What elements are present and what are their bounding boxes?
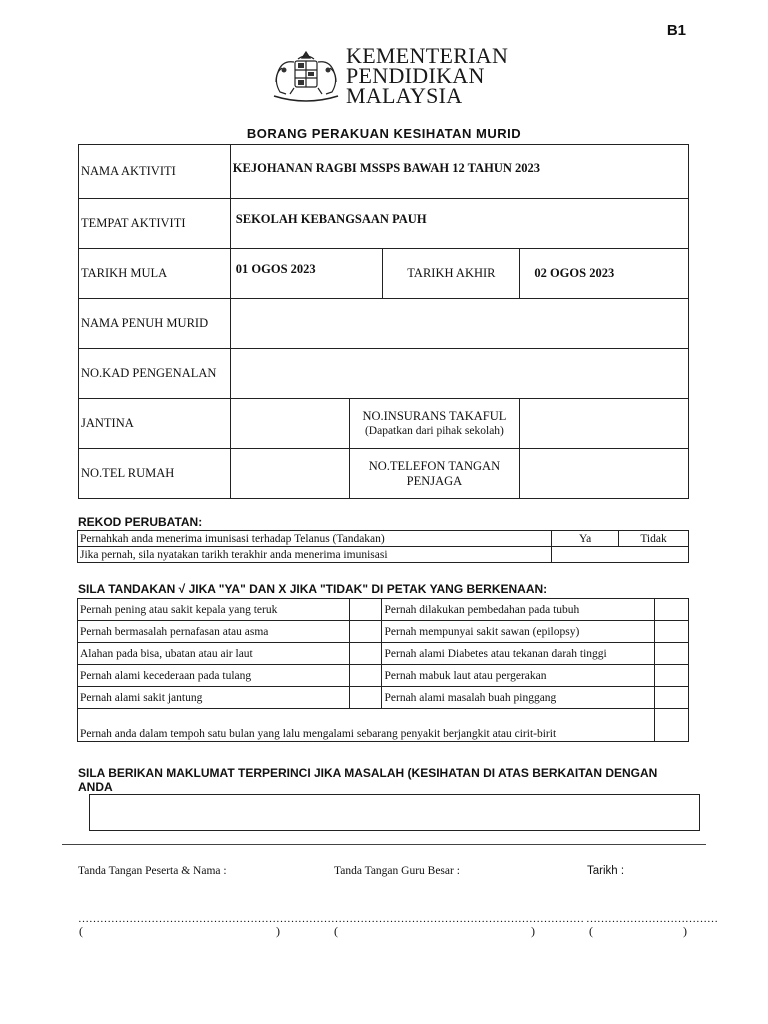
headmaster-name-open-paren: ( [334, 924, 338, 938]
venue-label: TEMPAT AKTIVITI [79, 199, 231, 249]
immunisation-yes[interactable]: Ya [552, 531, 619, 547]
venue-value[interactable]: SEKOLAH KEBANGSAAN PAUH [230, 199, 688, 249]
immunisation-date-field[interactable] [552, 547, 689, 563]
checklist-item: Pernah bermasalah pernafasan atau asma [78, 621, 350, 643]
checklist-box[interactable] [349, 599, 382, 621]
checklist-item: Alahan pada bisa, ubatan atau air laut [78, 643, 350, 665]
checklist-row [78, 599, 689, 621]
date-label: Tarikh : [587, 865, 625, 877]
checklist-item: Pernah pening atau sakit kepala yang teruk [78, 599, 350, 621]
activity-name-label: NAMA AKTIVITI [79, 145, 231, 199]
student-name-label: NAMA PENUH MURID [79, 299, 231, 349]
activity-name-value[interactable]: KEJOHANAN RAGBI MSSPS BAWAH 12 TAHUN 2023 [230, 145, 688, 199]
home-phone-label: NO.TEL RUMAH [79, 449, 231, 499]
date-close-paren: ) [683, 924, 687, 938]
checklist-item: Pernah alami sakit jantung [78, 687, 350, 709]
start-date-label: TARIKH MULA [79, 249, 231, 299]
participant-name-open-paren: ( [79, 924, 83, 938]
checklist-item: Pernah mabuk laut atau pergerakan [382, 665, 655, 687]
immunisation-table [77, 530, 689, 563]
checklist-box[interactable] [655, 621, 689, 643]
checklist-item: Pernah anda dalam tempoh satu bulan yang lalu mengalami sebarang penyakit berjangkit atau cirit-birit [78, 709, 655, 742]
end-date-label: TARIKH AKHIR [383, 249, 520, 299]
checklist-box[interactable] [349, 621, 382, 643]
participant-signature-line[interactable]: …………………………………………………………… [78, 913, 331, 925]
checklist-row [78, 643, 689, 665]
checklist-item: Pernah alami Diabetes atau tekanan darah tinggi [382, 643, 655, 665]
insurance-note: (Dapatkan dari pihak sekolah) [364, 424, 504, 437]
checklist-row [78, 621, 689, 643]
checklist-box[interactable] [655, 665, 689, 687]
insurance-field[interactable] [520, 399, 689, 449]
checklist-item: Pernah alami masalah buah pinggang [382, 687, 655, 709]
checklist-heading: SILA TANDAKAN √ JIKA "YA" DAN X JIKA "TIDAK" DI PETAK YANG BERKENAAN: [78, 582, 548, 596]
student-name-field[interactable] [230, 299, 688, 349]
participant-name-close-paren: ) [276, 924, 280, 938]
immunisation-date-question: Jika pernah, sila nyatakan tarikh terakhir anda menerima imunisasi [78, 547, 552, 563]
start-date-value[interactable]: 01 OGOS 2023 [230, 249, 383, 299]
participant-signature-label: Tanda Tangan Peserta & Nama : [78, 865, 227, 877]
headmaster-signature-label: Tanda Tangan Guru Besar : [334, 865, 460, 877]
ministry-line-2: PENDIDIKAN [346, 63, 485, 88]
divider [62, 844, 706, 845]
checklist-box[interactable] [349, 687, 382, 709]
medical-record-heading: REKOD PERUBATAN: [78, 515, 203, 529]
insurance-label-cell [349, 399, 520, 449]
details-heading-line-1: SILA BERIKAN MAKLUMAT TERPERINCI JIKA MASALAH (KESIHATAN DI ATAS BERKAITAN DENGAN [78, 766, 658, 780]
checklist-box[interactable] [655, 709, 689, 742]
insurance-label: NO.INSURANS TAKAFUL [362, 408, 507, 423]
checklist-box[interactable] [349, 643, 382, 665]
guardian-phone-field[interactable] [520, 449, 689, 499]
ic-number-label: NO.KAD PENGENALAN [79, 349, 231, 399]
guardian-phone-label: NO.TELEFON TANGAN PENJAGA [349, 449, 520, 499]
checklist-box[interactable] [655, 643, 689, 665]
ministry-line-1: KEMENTERIAN [346, 43, 509, 68]
checklist-row [78, 709, 689, 742]
checklist-row [78, 665, 689, 687]
headmaster-name-close-paren: ) [531, 924, 535, 938]
immunisation-question: Pernahkah anda menerima imunisasi terhadap Telanus (Tandakan) [78, 531, 552, 547]
details-heading-line-2: ANDA [78, 780, 113, 794]
end-date-value[interactable]: 02 OGOS 2023 [520, 249, 689, 299]
checklist-item: Pernah dilakukan pembedahan pada tubuh [382, 599, 655, 621]
ministry-name [346, 43, 509, 108]
form-title: BORANG PERAKUAN KESIHATAN MURID [246, 126, 522, 141]
ic-number-field[interactable] [230, 349, 688, 399]
date-open-paren: ( [589, 924, 593, 938]
immunisation-no[interactable]: Tidak [619, 531, 689, 547]
home-phone-field[interactable] [230, 449, 349, 499]
coat-of-arms-logo [268, 50, 344, 104]
checklist-row [78, 687, 689, 709]
gender-field[interactable] [230, 399, 349, 449]
checklist-item: Pernah alami kecederaan pada tulang [78, 665, 350, 687]
ministry-line-3: MALAYSIA [346, 83, 463, 108]
checklist-box[interactable] [655, 687, 689, 709]
checklist-item: Pernah mempunyai sakit sawan (epilopsy) [382, 621, 655, 643]
date-line[interactable]: ……………………………… [586, 913, 718, 925]
document-code: B1 [666, 22, 686, 39]
checklist-box[interactable] [655, 599, 689, 621]
health-checklist-table [77, 598, 689, 742]
checklist-box[interactable] [349, 665, 382, 687]
student-info-table [78, 144, 689, 499]
headmaster-signature-line[interactable]: …………………………………………………………… [331, 913, 584, 925]
details-heading [78, 766, 718, 794]
gender-label: JANTINA [79, 399, 231, 449]
details-input-box[interactable] [89, 794, 700, 831]
